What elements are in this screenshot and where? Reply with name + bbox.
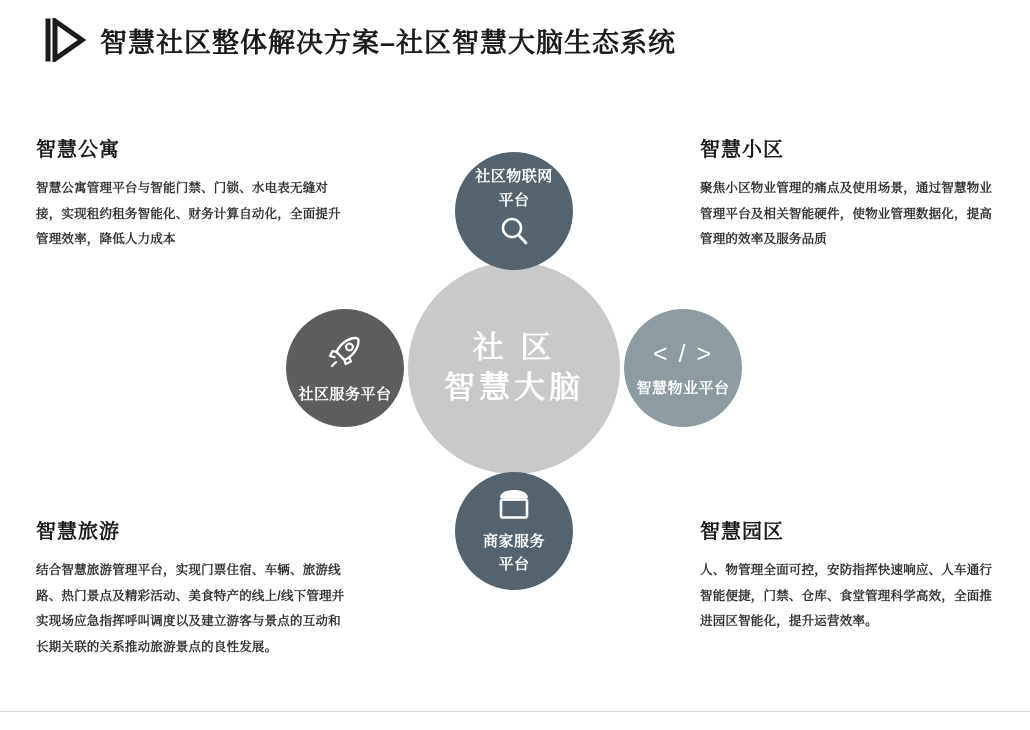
storefront-icon [494,487,534,528]
node-iot-label-line1: 社区物联网 [475,168,553,186]
page-header [44,18,676,62]
play-triangle-logo-icon [44,18,86,62]
search-icon [497,214,531,255]
rocket-icon [325,332,365,379]
block-tourism-title: 智慧旅游 [36,521,120,543]
code-brackets-icon: < / > [652,340,714,368]
block-smart-community [700,133,1000,253]
block-smart-tourism [36,515,348,661]
center-node-community-brain [408,262,620,474]
block-park-body: 人、物管理全面可控，安防指挥快速响应、人车通行智能便捷，门禁、仓库、食堂管理科学高效，全面推进园区智能化，提升运营效率。 [700,563,993,629]
node-merchant-service-platform[interactable] [455,472,573,590]
bottom-divider [0,711,1030,712]
node-merchant-label-line2: 平台 [498,556,530,574]
node-iot-label-line2: 平台 [498,191,530,209]
node-smart-property-platform[interactable] [624,309,742,427]
center-node-line1: 社 区 [472,329,556,365]
node-merchant-label-line1: 商家服务 [482,532,545,550]
block-apartment-body: 智慧公寓管理平台与智能门禁、门锁、水电表无缝对接，实现租约租务智能化、财务计算自动化，全面提升管理效率，降低人力成本 [36,181,341,247]
center-node-line2: 智慧大脑 [444,370,584,405]
block-tourism-body: 结合智慧旅游管理平台，实现门票住宿、车辆、旅游线路、热门景点及精彩活动、美食特产的线上/线下管理并实现场应急指挥呼叫调度以及建立游客与景点的互动和长期关联的关系推动旅游景点的良性发展。 [36,563,345,654]
block-park-title: 智慧园区 [700,521,784,543]
node-community-service-platform[interactable] [286,309,404,427]
block-community-title: 智慧小区 [700,139,784,161]
block-smart-apartment [36,133,346,253]
node-property-label: 智慧物业平台 [636,379,730,397]
node-community-iot-platform[interactable] [455,152,573,270]
block-community-body: 聚焦小区物业管理的痛点及使用场景，通过智慧物业管理平台及相关智能硬件，使物业管理数据化，提高管理的效率及服务品质 [700,181,993,247]
block-apartment-title: 智慧公寓 [36,139,120,161]
page-title: 智慧社区整体解决方案–社区智慧大脑生态系统 [100,27,677,58]
block-smart-park [700,515,1000,635]
node-service-label: 社区服务平台 [298,385,392,403]
